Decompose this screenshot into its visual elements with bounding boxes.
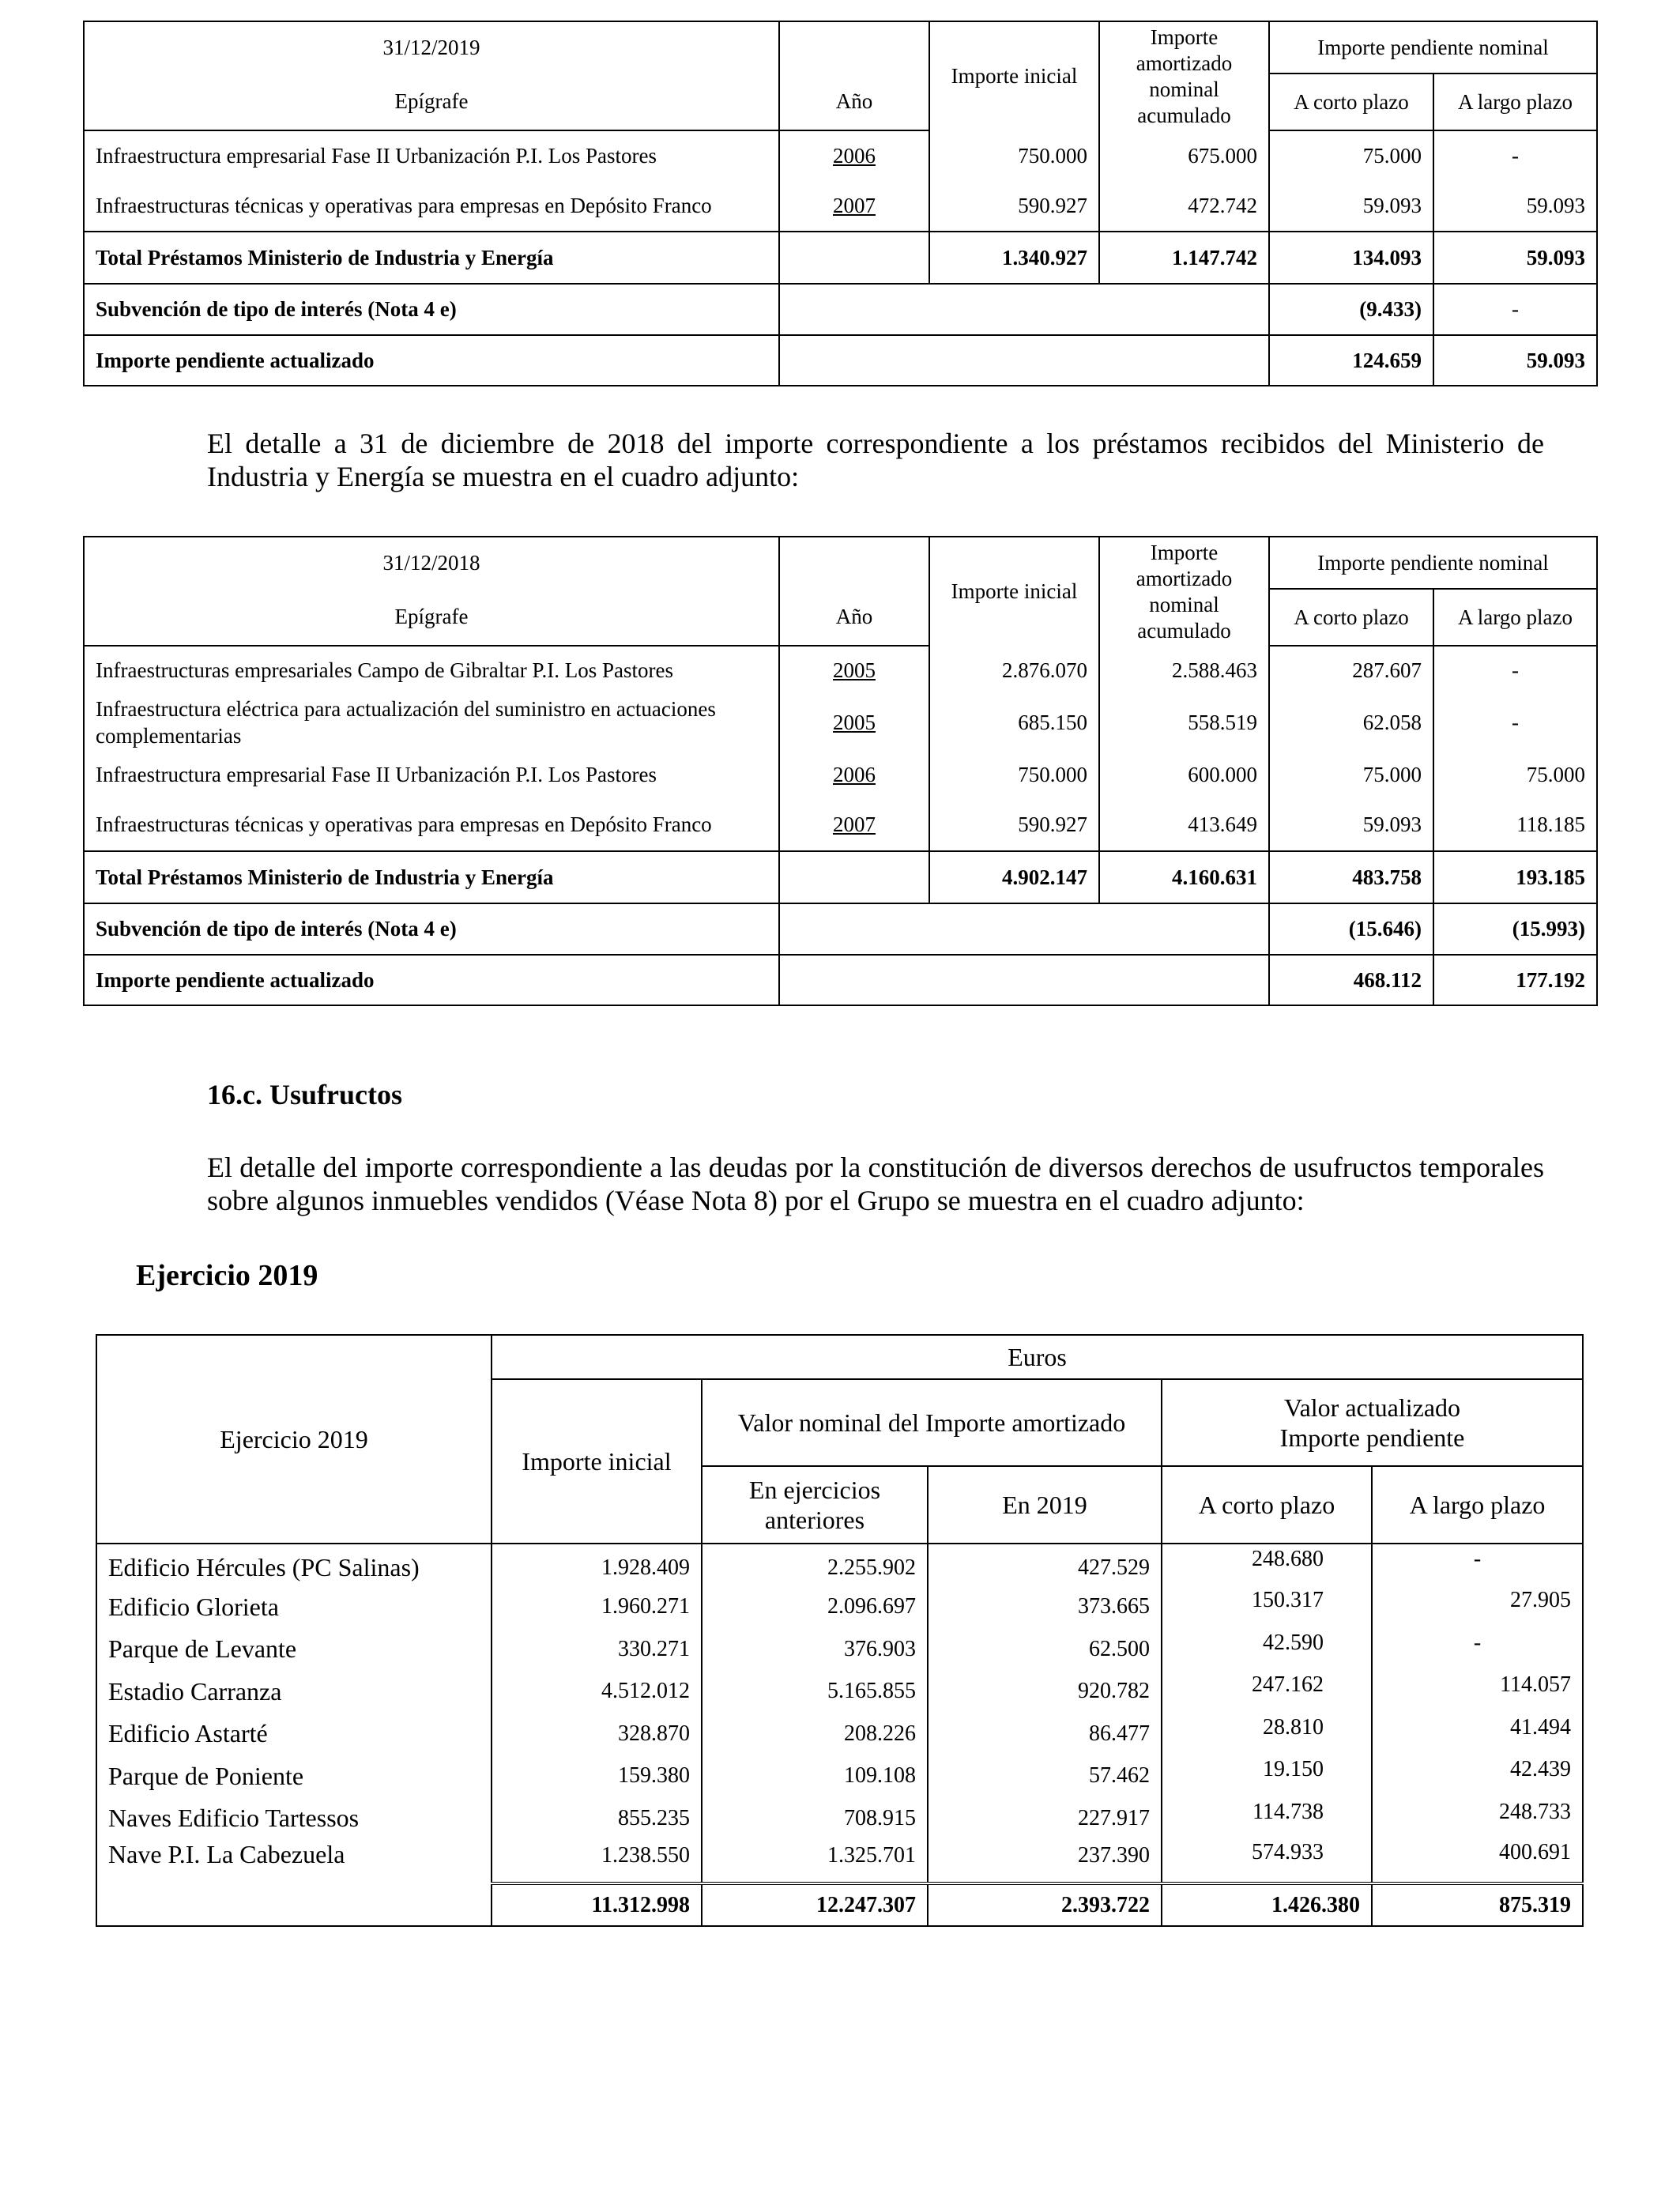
table-row: Infraestructura empresarial Fase II Urbanización P.I. Los Pastores 2006 750.000 675.000 75.000 - [84,130,1597,181]
table-row: Parque de Levante 330.271 376.903 62.500 42.590 - [96,1628,1583,1670]
table-date-header: 31/12/2019 [84,21,779,74]
header-corto: A corto plazo [1269,74,1433,130]
header-corto: A corto plazo [1269,589,1433,646]
total-row: Total Préstamos Ministerio de Industria y Energía 4.902.147 4.160.631 483.758 193.185 [84,851,1597,903]
header-en2019: En 2019 [928,1466,1162,1544]
table-row: Infraestructura empresarial Fase II Urbanización P.I. Los Pastores 2006 750.000 600.000 75.000 75.000 [84,750,1597,799]
subvencion-row: Subvención de tipo de interés (Nota 4 e) (15.646) (15.993) [84,903,1597,955]
total-row: Total Préstamos Ministerio de Industria y Energía 1.340.927 1.147.742 134.093 59.093 [84,232,1597,284]
table-row: Naves Edificio Tartessos 855.235 708.915 227.917 114.738 248.733 [96,1797,1583,1839]
ejercicio-heading: Ejercicio 2019 [136,1259,318,1292]
header-epigrafe: Epígrafe [84,74,779,130]
header-anio: Año [779,74,929,130]
table-row: Infraestructura eléctrica para actualización del suministro en actuaciones complementarias 2005 685.150 558.519 62.058 - [84,695,1597,750]
header-importe-inicial: Importe inicial [929,537,1099,646]
usufructos-2019-table [96,1334,1584,1927]
total-row: 11.312.998 12.247.307 2.393.722 1.426.380 875.319 [96,1883,1583,1926]
header-amortizado: Importe amortizado nominal acumulado [1099,21,1269,130]
paragraph-usufructos: El detalle del importe correspondiente a las deudas por la constitución de diversos derechos de usufructos temporales sobre algunos inmuebles vendidos (Véase Nota 8) por el Grupo se muestra en el cuadro adjunto: [207,1152,1544,1216]
header-pendiente: Importe pendiente nominal [1269,21,1597,74]
header-largo: A largo plazo [1433,589,1597,646]
table-row: Infraestructuras empresariales Campo de Gibraltar P.I. Los Pastores 2005 2.876.070 2.588.463 287.607 - [84,646,1597,695]
header-valor-nominal: Valor nominal del Importe amortizado [702,1379,1162,1466]
header-corto: A corto plazo [1162,1466,1372,1544]
header-anteriores: En ejercicios anteriores [702,1466,928,1544]
header-largo: A largo plazo [1433,74,1597,130]
loans-2018-table [83,536,1598,1006]
table-row: Edificio Hércules (PC Salinas) 1.928.409 2.255.902 427.529 248.680 - [96,1544,1583,1585]
table-row: Infraestructuras técnicas y operativas para empresas en Depósito Franco 2007 590.927 472.742 59.093 59.093 [84,181,1597,232]
table-row: Edificio Glorieta 1.960.271 2.096.697 373.665 150.317 27.905 [96,1585,1583,1628]
subvencion-row: Subvención de tipo de interés (Nota 4 e) (9.433) - [84,284,1597,335]
paragraph-2018: El detalle a 31 de diciembre de 2018 del importe correspondiente a los préstamos recibidos del Ministerio de Industria y Energía se muestra en el cuadro adjunto: [207,428,1544,492]
table-row: Nave P.I. La Cabezuela 1.238.550 1.325.701 237.390 574.933 400.691 [96,1839,1583,1883]
section-heading: 16.c. Usufructos [207,1079,402,1110]
actualizado-row: Importe pendiente actualizado 468.112 177.192 [84,955,1597,1005]
loans-2019-table [83,21,1598,386]
table-row: Parque de Poniente 159.380 109.108 57.462 19.150 42.439 [96,1755,1583,1797]
header-epigrafe: Epígrafe [84,589,779,646]
table-title: Ejercicio 2019 [96,1335,492,1544]
header-pendiente: Importe pendiente nominal [1269,537,1597,589]
header-importe-inicial: Importe inicial [929,21,1099,130]
header-valor-actualizado: Valor actualizado Importe pendiente [1162,1379,1583,1466]
table-date-header: 31/12/2018 [84,537,779,589]
actualizado-row: Importe pendiente actualizado 124.659 59.093 [84,335,1597,386]
header-amortizado: Importe amortizado nominal acumulado [1099,537,1269,646]
table-row: Edificio Astarté 328.870 208.226 86.477 28.810 41.494 [96,1713,1583,1755]
header-anio: Año [779,589,929,646]
header-importe-inicial: Importe inicial [492,1379,702,1544]
header-euros: Euros [492,1335,1583,1379]
header-largo: A largo plazo [1372,1466,1583,1544]
table-row: Estadio Carranza 4.512.012 5.165.855 920.782 247.162 114.057 [96,1670,1583,1713]
table-row: Infraestructuras técnicas y operativas para empresas en Depósito Franco 2007 590.927 413.649 59.093 118.185 [84,799,1597,851]
